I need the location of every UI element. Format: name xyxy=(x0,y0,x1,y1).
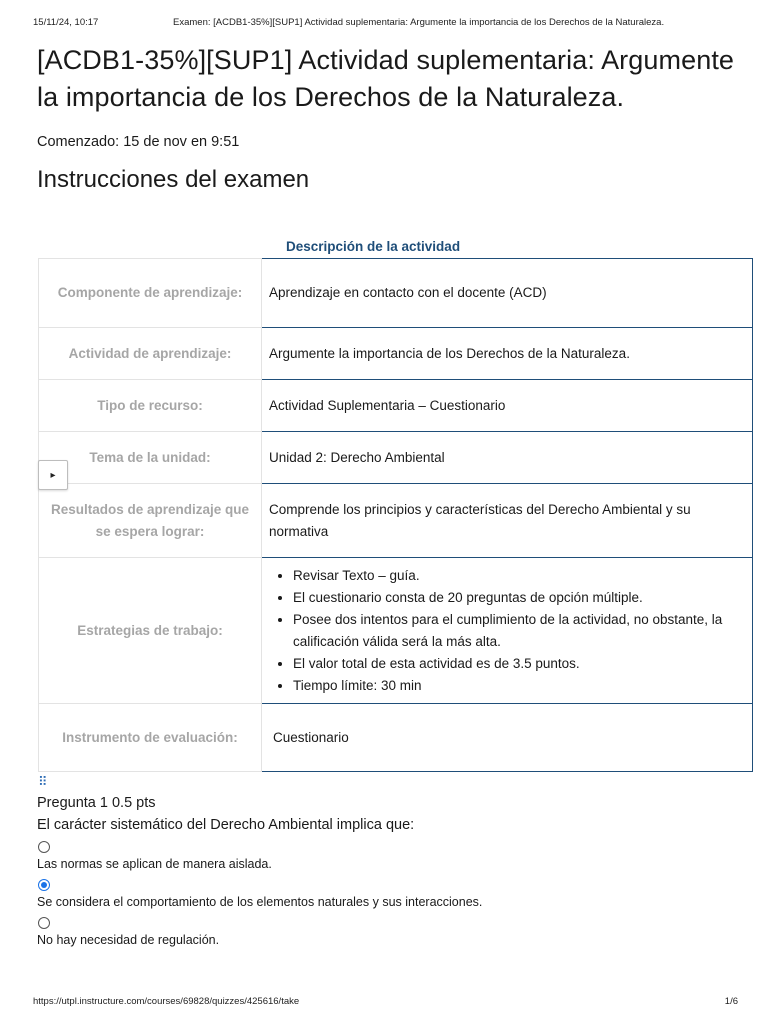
row-value: Actividad Suplementaria – Cuestionario xyxy=(262,380,753,432)
quiz-title: [ACDB1-35%][SUP1] Actividad suplementaria: Argumente la importancia de los Derechos de la Naturaleza. xyxy=(37,45,735,112)
row-label: Estrategias de trabajo: xyxy=(39,558,262,704)
table-row xyxy=(39,259,753,328)
row-label: Tema de la unidad: xyxy=(39,432,262,484)
table-row xyxy=(39,328,753,380)
quiz-header xyxy=(37,42,737,194)
answer-option-3[interactable] xyxy=(37,917,737,947)
answer-radio-selected[interactable] xyxy=(38,879,50,891)
list-item: • Posee dos intentos para el cumplimiento de la actividad, no obstante, la calificación válida será la más alta. xyxy=(293,609,745,653)
table-row xyxy=(39,484,753,558)
row-value: Unidad 2: Derecho Ambiental xyxy=(262,432,753,484)
print-datetime: 15/11/24, 10:17 xyxy=(33,17,99,28)
drag-handle-icon[interactable]: ⠿ xyxy=(38,774,47,789)
answer-label: No hay necesidad de regulación. xyxy=(37,933,220,947)
row-label: Instrumento de evaluación: xyxy=(39,704,262,772)
list-item: • El cuestionario consta de 20 preguntas de opción múltiple. xyxy=(293,587,745,609)
table-row xyxy=(39,704,753,772)
row-label: Actividad de aprendizaje: xyxy=(39,328,262,380)
row-value: Comprende los principios y características del Derecho Ambiental y su normativa xyxy=(262,484,753,558)
list-item: • Tiempo límite: 30 min xyxy=(293,675,745,697)
row-label: Tipo de recurso: xyxy=(39,380,262,432)
quiz-started-time: Comenzado: 15 de nov en 9:51 xyxy=(37,134,240,150)
row-value xyxy=(262,558,753,704)
table-row xyxy=(39,558,753,704)
question-text: El carácter sistemático del Derecho Ambiental implica que: xyxy=(37,817,415,833)
question-1 xyxy=(37,795,737,947)
answer-option-2[interactable] xyxy=(37,879,737,909)
print-page-number: 1/6 xyxy=(724,996,738,1007)
print-page-title: Examen: [ACDB1-35%][SUP1] Actividad suplementaria: Argumente la importancia de los Derechos de la Naturaleza. xyxy=(173,17,665,28)
instructions-heading: Instrucciones del examen xyxy=(37,166,310,193)
row-value: Cuestionario xyxy=(262,704,753,772)
row-label: Resultados de aprendizaje que se espera lograr: xyxy=(39,484,262,558)
row-label: Componente de aprendizaje: xyxy=(39,259,262,328)
activity-table-caption: Descripción de la actividad xyxy=(286,239,461,254)
play-icon: ▸ xyxy=(50,469,56,481)
row-value: Aprendizaje en contacto con el docente (ACD) xyxy=(262,259,753,328)
activity-description-table xyxy=(38,258,753,772)
table-row xyxy=(39,432,753,484)
answer-option-1[interactable] xyxy=(37,841,737,871)
table-row xyxy=(39,380,753,432)
list-item: • Revisar Texto – guía. xyxy=(293,565,745,587)
answer-radio[interactable] xyxy=(38,917,50,929)
answer-label: Las normas se aplican de manera aislada. xyxy=(37,857,272,871)
answer-label: Se considera el comportamiento de los elementos naturales y sus interacciones. xyxy=(37,895,483,909)
print-url: https://utpl.instructure.com/courses/69828/quizzes/425616/take xyxy=(33,996,300,1007)
row-value: Argumente la importancia de los Derechos de la Naturaleza. xyxy=(262,328,753,380)
answer-radio[interactable] xyxy=(38,841,50,853)
play-button[interactable] xyxy=(38,460,68,490)
strategies-list xyxy=(269,565,745,697)
question-header: Pregunta 1 0.5 pts xyxy=(37,795,156,811)
list-item: • El valor total de esta actividad es de 3.5 puntos. xyxy=(293,653,745,675)
